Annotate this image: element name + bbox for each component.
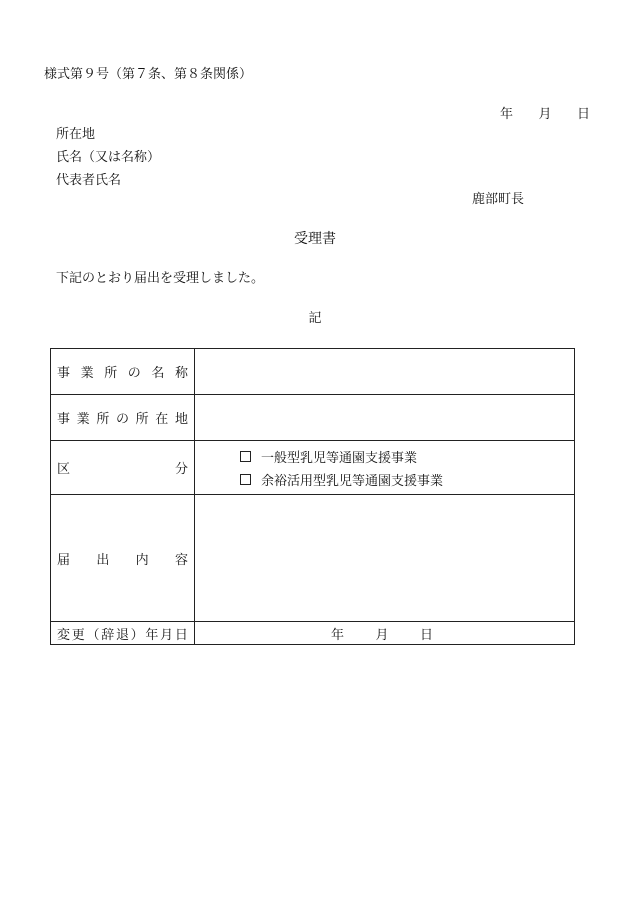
office-address-label (51, 395, 195, 441)
date-day: 日 (576, 107, 590, 122)
ki-heading: 記 (308, 311, 322, 326)
recipient-name-label: 氏名（又は名称） (56, 150, 161, 165)
category-options (195, 441, 575, 495)
office-address-value[interactable] (195, 395, 575, 441)
change-date-day: 日 (419, 627, 433, 643)
table-row (51, 441, 575, 495)
change-date-label-chars: 変 更 （ 辞 退 ） 年 月 日 (57, 627, 188, 643)
checkbox-icon[interactable] (240, 474, 251, 485)
change-date-year: 年 (331, 627, 345, 643)
change-date-month: 月 (375, 627, 389, 643)
change-date-fields (331, 624, 433, 643)
notification-table (50, 348, 575, 645)
checkbox-icon[interactable] (240, 451, 251, 462)
office-name-label-chars: 事 業 所 の 名 称 (57, 366, 188, 381)
table-row (51, 395, 575, 441)
notification-content-label-chars: 届 出 内 容 (57, 552, 188, 568)
category-label (51, 441, 195, 495)
recipient-address-label: 所在地 (56, 127, 96, 142)
category-option-general[interactable]: 一般型乳児等通園支援事業 (240, 445, 574, 468)
category-option-surplus[interactable]: 余裕活用型乳児等通園支援事業 (240, 468, 574, 491)
table-row (51, 622, 575, 645)
notification-content-value[interactable] (195, 495, 575, 622)
date-month: 月 (538, 107, 552, 122)
category-label-chars: 区 分 (57, 462, 188, 477)
form-number: 様式第９号（第７条、第８条関係） (44, 67, 253, 82)
recipient-representative-label: 代表者氏名 (56, 173, 122, 188)
office-name-label (51, 349, 195, 395)
change-date-label (51, 622, 195, 645)
date-year: 年 (500, 107, 514, 122)
table-row (51, 495, 575, 622)
office-address-label-chars: 事 業 所 の 所 在 地 (57, 412, 188, 427)
document-title: 受理書 (294, 231, 336, 247)
change-date-value[interactable] (195, 622, 575, 645)
body-text: 下記のとおり届出を受理しました。 (56, 271, 265, 286)
office-name-value[interactable] (195, 349, 575, 395)
issue-date (500, 108, 590, 121)
issuer-name: 鹿部町長 (472, 192, 525, 207)
table-row (51, 349, 575, 395)
notification-content-label (51, 495, 195, 622)
